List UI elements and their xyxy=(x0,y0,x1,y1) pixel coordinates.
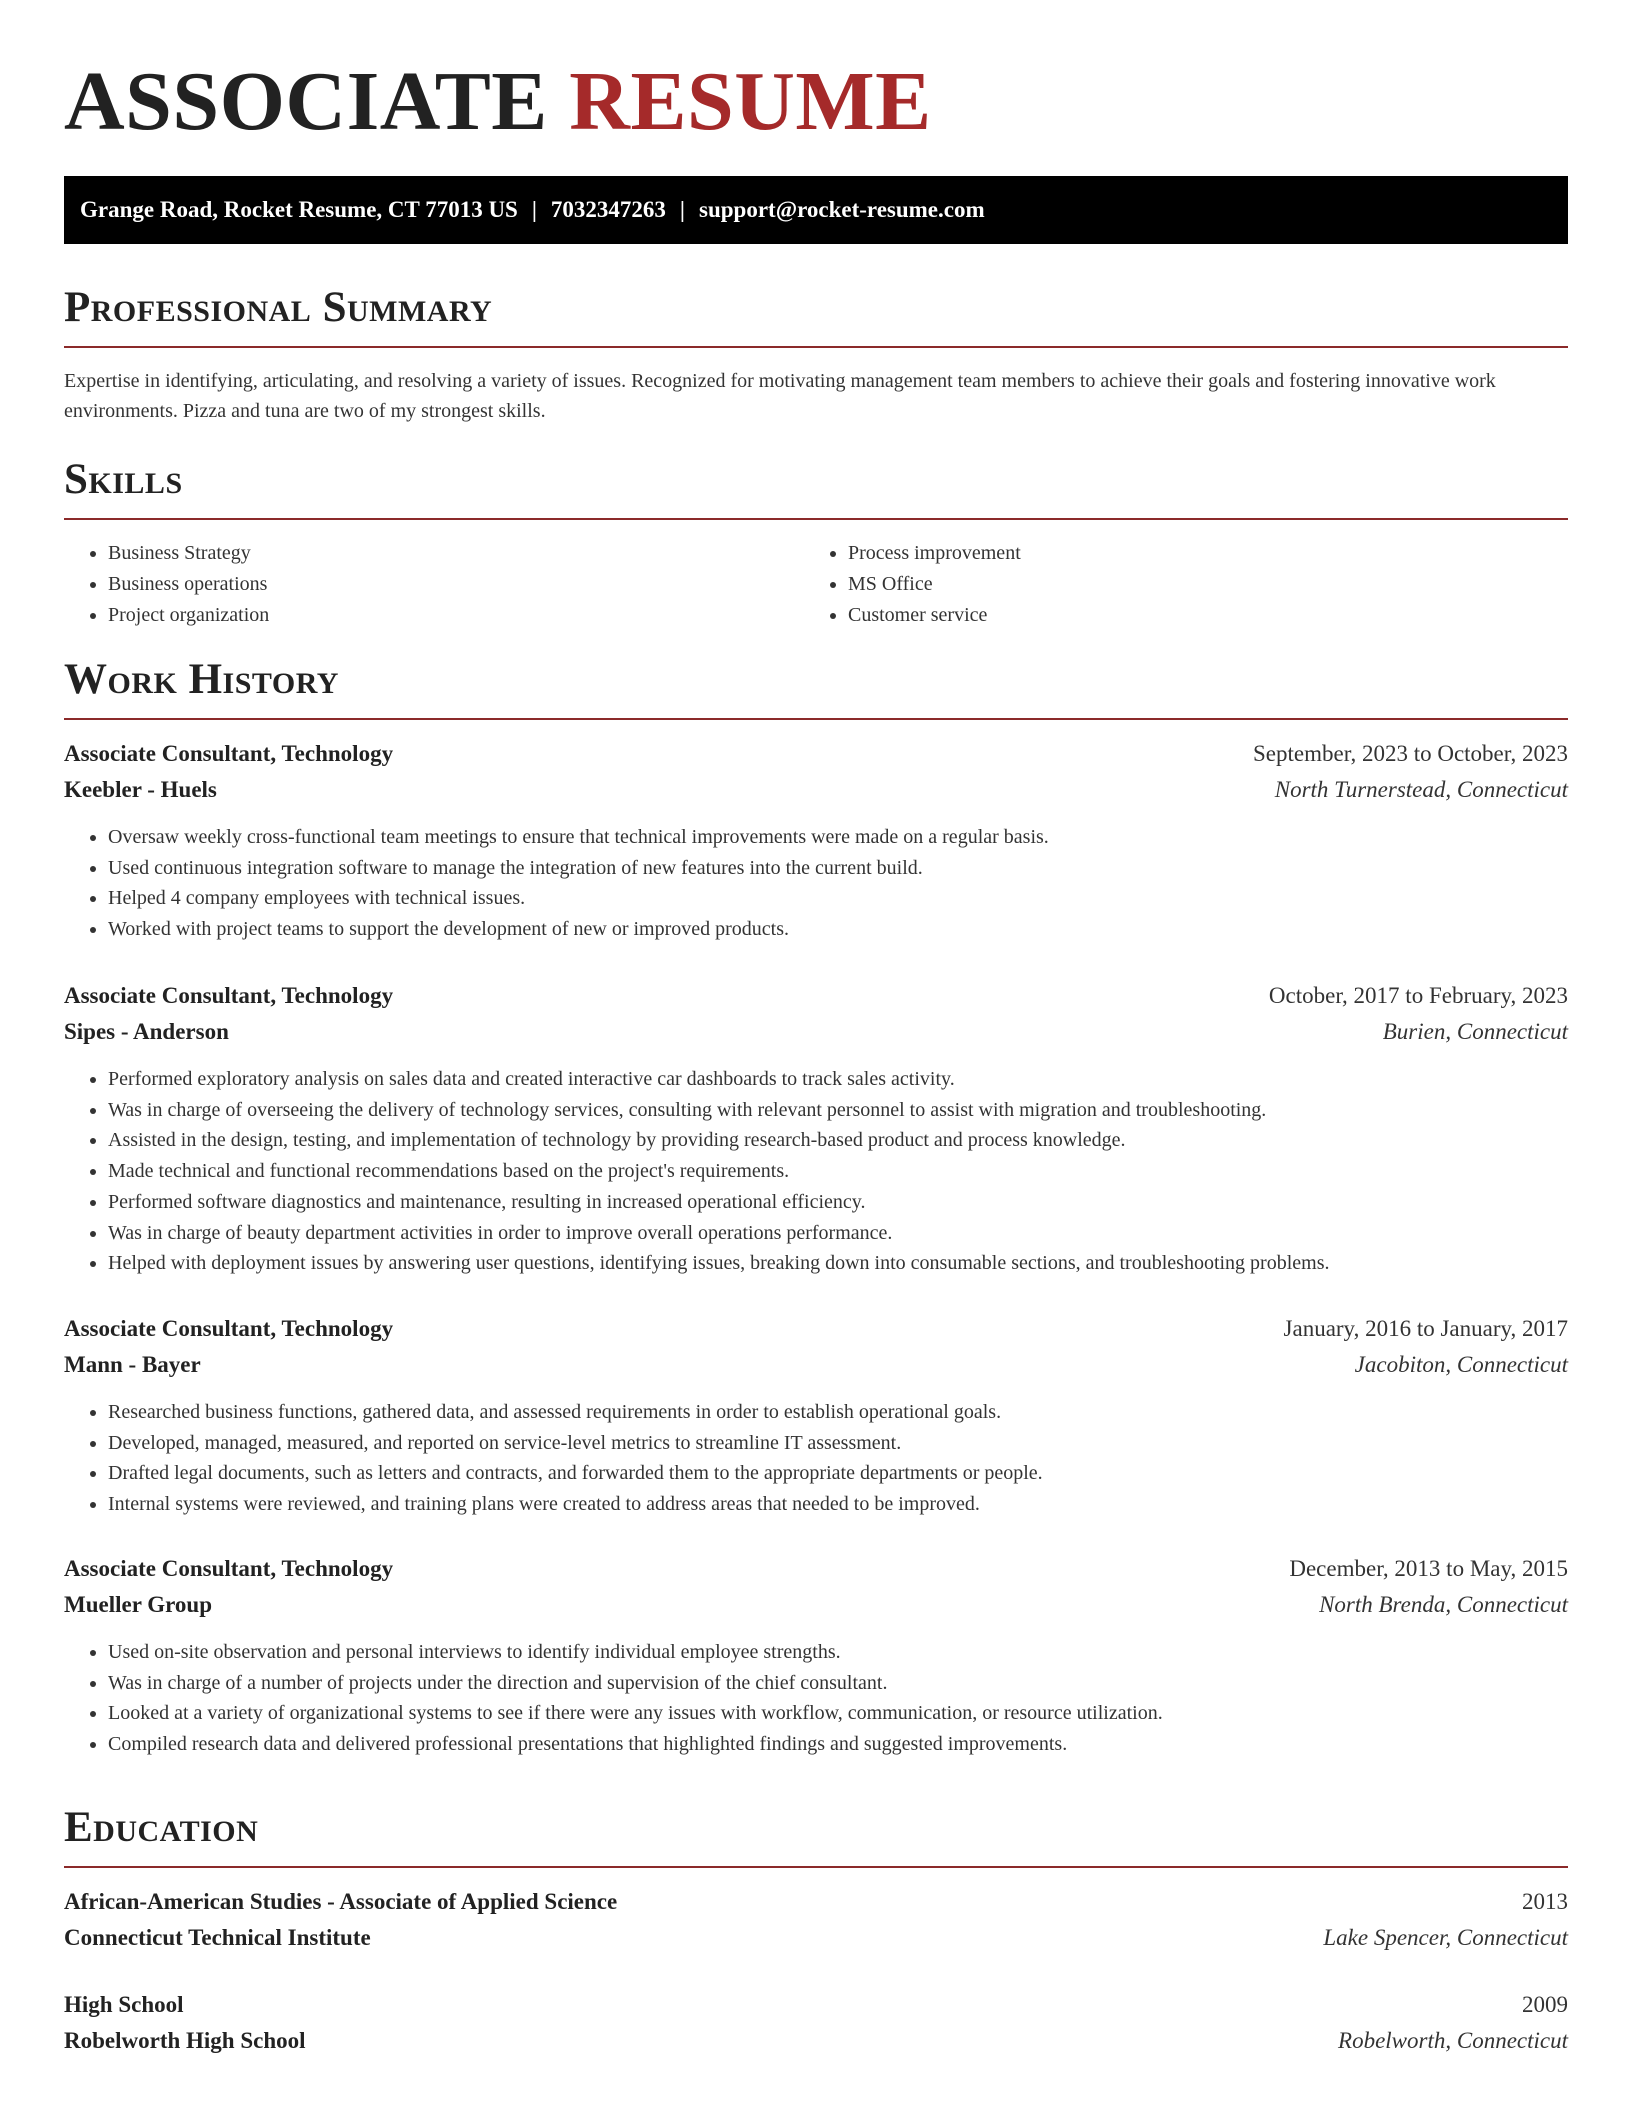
education-entry xyxy=(64,1987,1568,2059)
job-entry xyxy=(64,978,1568,1279)
job-bullet: • Oversaw weekly cross-functional team meetings to ensure that technical improvements were made on a regular basis. xyxy=(108,822,1568,853)
job-title: Associate Consultant, Technology xyxy=(64,741,394,766)
section-divider xyxy=(64,718,1568,720)
job-company: Mueller Group xyxy=(64,1592,213,1617)
job-bullet: • Used on-site observation and personal interviews to identify individual employee strengths. xyxy=(108,1637,1568,1668)
education-school: Robelworth High School xyxy=(64,2028,306,2053)
education-entry xyxy=(64,1884,1568,1956)
job-title: Associate Consultant, Technology xyxy=(64,1556,394,1581)
job-dates: December, 2013 to May, 2015 xyxy=(1289,1556,1568,1581)
summary-section xyxy=(64,282,1568,426)
contact-address: Grange Road, Rocket Resume, CT 77013 US xyxy=(80,197,518,222)
job-bullet: • Was in charge of overseeing the delivery of technology services, consulting with relevant personnel to assist with migration and troubleshooting. xyxy=(108,1095,1568,1126)
title-part2: RESUME xyxy=(569,55,932,148)
skills-section xyxy=(64,454,1568,631)
job-dates: January, 2016 to January, 2017 xyxy=(1283,1316,1568,1341)
job-bullet: • Assisted in the design, testing, and implementation of technology by providing research-based product and process knowledge. xyxy=(108,1125,1568,1156)
section-divider xyxy=(64,1866,1568,1868)
job-location: Jacobiton, Connecticut xyxy=(1354,1352,1568,1377)
job-bullet: • Performed exploratory analysis on sales data and created interactive car dashboards to track sales activity. xyxy=(108,1064,1568,1095)
contact-phone[interactable]: 7032347263 xyxy=(550,197,666,222)
job-bullet: • Used continuous integration software to manage the integration of new features into the current build. xyxy=(108,853,1568,884)
resume-title xyxy=(64,52,932,152)
skills-column-2 xyxy=(804,538,1544,631)
title-part1: ASSOCIATE xyxy=(64,55,548,148)
job-title: Associate Consultant, Technology xyxy=(64,983,394,1008)
job-entry xyxy=(64,1551,1568,1760)
contact-separator: | xyxy=(679,197,685,222)
section-divider xyxy=(64,346,1568,348)
skill-item: • Business operations xyxy=(108,569,804,600)
skill-item: • Business Strategy xyxy=(108,538,804,569)
job-title: Associate Consultant, Technology xyxy=(64,1316,394,1341)
skills-column-1 xyxy=(64,538,804,631)
job-bullet: • Developed, managed, measured, and reported on service-level metrics to streamline IT assessment. xyxy=(108,1428,1568,1459)
job-bullet: • Drafted legal documents, such as letters and contracts, and forwarded them to the appropriate departments or people. xyxy=(108,1458,1568,1489)
job-dates: September, 2023 to October, 2023 xyxy=(1253,741,1568,766)
education-year: 2009 xyxy=(1522,1992,1568,2017)
education-year: 2013 xyxy=(1522,1889,1568,1914)
summary-text: Expertise in identifying, articulating, and resolving a variety of issues. Recognized for motivating management team members to achieve their goals and fostering innovative work environments. Pizza and tuna are two of my strongest skills. xyxy=(64,370,1496,422)
job-bullets xyxy=(64,822,1568,945)
skills-heading: Skills xyxy=(64,456,183,503)
job-location: Burien, Connecticut xyxy=(1382,1019,1568,1044)
job-bullet: • Looked at a variety of organizational systems to see if there were any issues with workflow, communication, or resource utilization. xyxy=(108,1698,1568,1729)
job-company: Keebler - Huels xyxy=(64,777,217,802)
job-location: North Turnerstead, Connecticut xyxy=(1274,777,1568,802)
job-bullets xyxy=(64,1064,1568,1279)
job-bullet: • Compiled research data and delivered professional presentations that highlighted findings and suggested improvements. xyxy=(108,1729,1568,1760)
job-company: Mann - Bayer xyxy=(64,1352,201,1377)
section-divider xyxy=(64,518,1568,520)
contact-separator: | xyxy=(531,197,537,222)
work-history-heading: Work History xyxy=(64,656,339,703)
job-bullet: • Internal systems were reviewed, and training plans were created to address areas that needed to be improved. xyxy=(108,1489,1568,1520)
skills-grid xyxy=(64,538,1568,631)
skill-item: • MS Office xyxy=(848,569,1544,600)
job-bullet: • Worked with project teams to support the development of new or improved products. xyxy=(108,914,1568,945)
education-heading: Education xyxy=(64,1804,259,1851)
job-bullet: • Researched business functions, gathered data, and assessed requirements in order to establish operational goals. xyxy=(108,1397,1568,1428)
job-bullet: • Was in charge of beauty department activities in order to improve overall operations performance. xyxy=(108,1218,1568,1249)
job-company: Sipes - Anderson xyxy=(64,1019,229,1044)
education-degree: African-American Studies - Associate of Applied Science xyxy=(64,1889,618,1914)
work-history-section xyxy=(64,654,1568,720)
education-location: Robelworth, Connecticut xyxy=(1338,2028,1568,2053)
education-school: Connecticut Technical Institute xyxy=(64,1925,371,1950)
job-bullets xyxy=(64,1397,1568,1520)
skill-item: • Project organization xyxy=(108,600,804,631)
job-location: North Brenda, Connecticut xyxy=(1319,1592,1568,1617)
job-bullet: • Helped 4 company employees with technical issues. xyxy=(108,883,1568,914)
job-bullets xyxy=(64,1637,1568,1760)
education-section xyxy=(64,1802,1568,1868)
skill-item: • Process improvement xyxy=(848,538,1544,569)
summary-heading: Professional Summary xyxy=(64,284,493,331)
education-degree: High School xyxy=(64,1992,184,2017)
job-bullet: • Helped with deployment issues by answering user questions, identifying issues, breaking down into consumable sections, and troubleshooting problems. xyxy=(108,1248,1568,1279)
job-entry xyxy=(64,1311,1568,1520)
job-bullet: • Performed software diagnostics and maintenance, resulting in increased operational efficiency. xyxy=(108,1187,1568,1218)
skill-item: • Customer service xyxy=(848,600,1544,631)
job-bullet: • Made technical and functional recommendations based on the project's requirements. xyxy=(108,1156,1568,1187)
job-entry xyxy=(64,736,1568,945)
job-dates: October, 2017 to February, 2023 xyxy=(1268,983,1568,1008)
job-bullet: • Was in charge of a number of projects under the direction and supervision of the chief consultant. xyxy=(108,1668,1568,1699)
contact-bar xyxy=(64,176,1568,244)
contact-email[interactable]: support@rocket-resume.com xyxy=(699,197,985,222)
education-location: Lake Spencer, Connecticut xyxy=(1323,1925,1568,1950)
